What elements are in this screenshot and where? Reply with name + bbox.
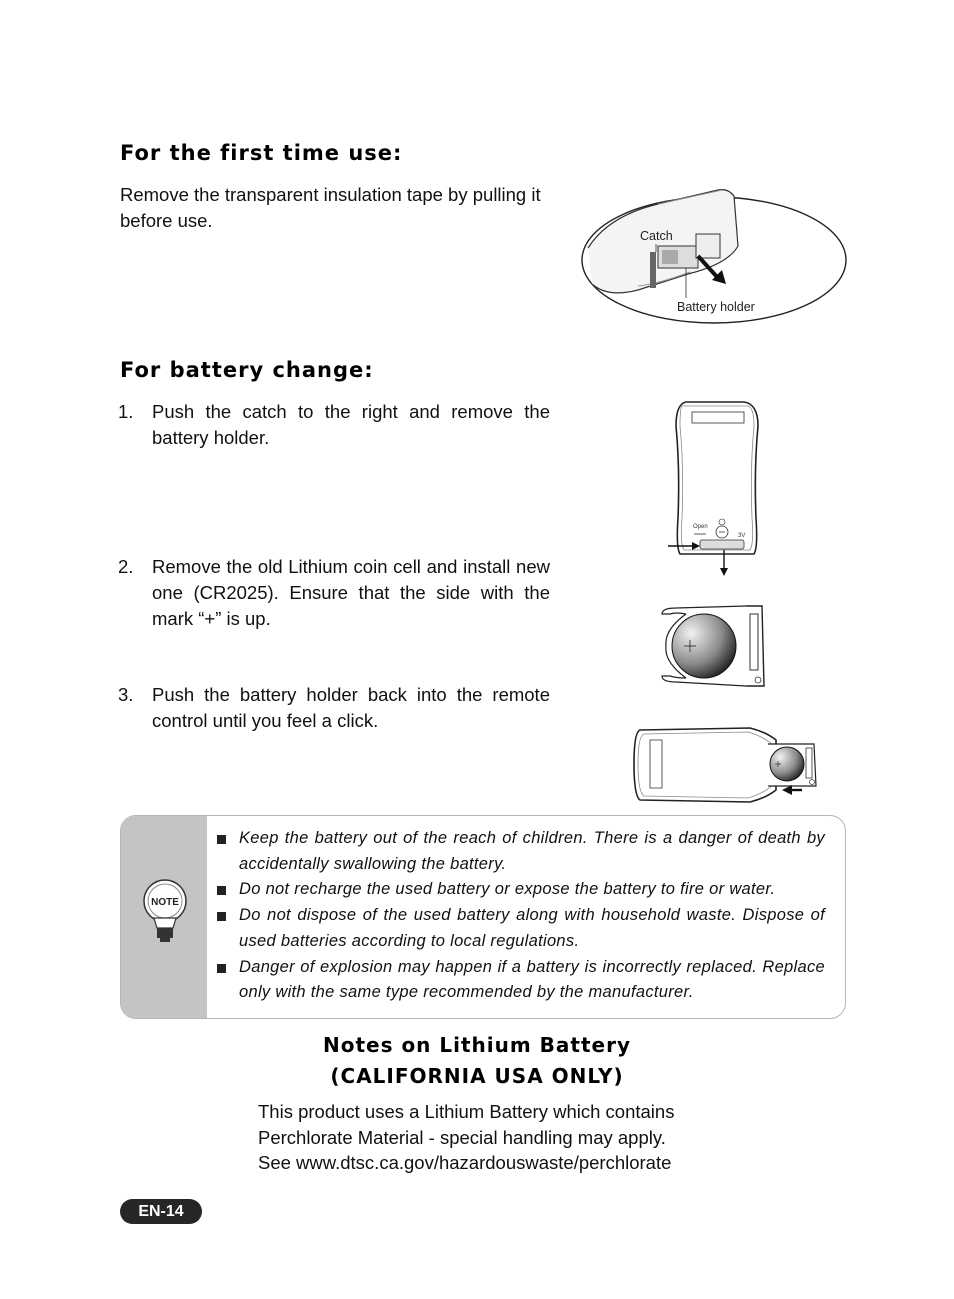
note-list: [217, 826, 825, 1006]
note-item-text: Do not dispose of the used battery along with household waste. Dispose of used batteries according to local regulations.: [239, 906, 825, 950]
remote-back-figure: [664, 398, 764, 580]
note-item-text: Danger of explosion may happen if a battery is incorrectly replaced. Replace only with the same type recommended by the manufacturer.: [239, 957, 825, 1002]
battery-holder-label: Battery holder: [677, 300, 755, 314]
voltage-label: 3V: [738, 533, 746, 539]
note-box: [120, 815, 846, 1019]
insulation-tape-figure: [578, 186, 850, 328]
bullet-icon: [217, 835, 226, 844]
bullet-icon: [217, 912, 226, 921]
california-title-line-1: Notes on Lithium Battery: [322, 1033, 632, 1057]
california-body-line-1: This product uses a Lithium Battery which contains: [258, 1101, 675, 1122]
note-item: [217, 903, 825, 954]
insert-holder-figure: [630, 724, 822, 806]
step-text: Push the catch to the right and remove the battery holder.: [152, 401, 550, 448]
note-bulb-icon: [142, 878, 188, 948]
note-item: [217, 826, 825, 877]
step-text: Remove the old Lithium coin cell and install new one (CR2025). Ensure that the side with the mark “+” is up.: [152, 556, 550, 629]
note-icon-label: NOTE: [151, 897, 179, 908]
note-item-text: Do not recharge the used battery or expose the battery to fire or water.: [239, 880, 776, 899]
california-body: [258, 1099, 674, 1176]
first-use-text-line-1: Remove the transparent insulation tape by pulling it: [120, 184, 541, 205]
note-item: [217, 877, 825, 903]
first-use-text: [120, 182, 560, 234]
note-item-text: Keep the battery out of the reach of children. There is a danger of death by accidentally swallowing the battery.: [239, 829, 825, 873]
step-number: 3.: [118, 684, 134, 705]
california-body-line-3: See www.dtsc.ca.gov/hazardouswaste/perchlorate: [258, 1152, 672, 1173]
note-item: [217, 955, 825, 1006]
first-use-text-line-2: before use.: [120, 210, 213, 231]
coin-cell-holder-figure: [656, 600, 768, 690]
california-title-line-2: (CALIFORNIA USA ONLY): [330, 1064, 624, 1088]
step-number: 2.: [118, 556, 134, 577]
step-text: Push the battery holder back into the remote control until you feel a click.: [152, 684, 550, 731]
note-sidebar: [121, 816, 207, 1018]
step-number: 1.: [118, 401, 134, 422]
bullet-icon: [217, 964, 226, 973]
california-body-line-2: Perchlorate Material - special handling may apply.: [258, 1126, 666, 1148]
open-label: Open: [693, 524, 708, 530]
catch-label: Catch: [640, 229, 673, 243]
page-number-badge: EN-14: [120, 1199, 202, 1224]
bullet-icon: [217, 886, 226, 895]
first-use-heading: For the first time use:: [120, 141, 403, 165]
battery-change-heading: For battery change:: [120, 358, 374, 382]
